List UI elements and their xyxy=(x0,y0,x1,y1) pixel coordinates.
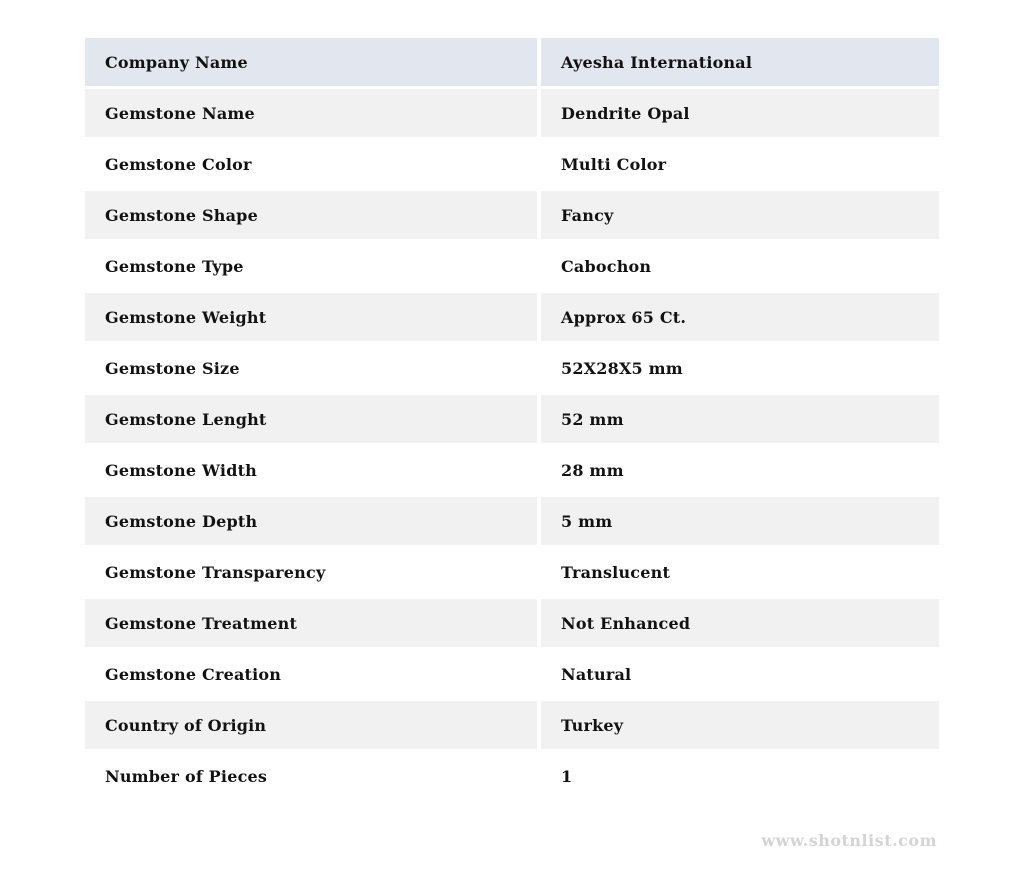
table-cell-label: Country of Origin xyxy=(85,701,537,749)
table-row xyxy=(85,140,939,188)
table-row xyxy=(85,242,939,290)
table-row xyxy=(85,446,939,494)
table-cell-label: Gemstone Type xyxy=(85,242,537,290)
table-cell-value: Multi Color xyxy=(541,140,939,188)
table-cell-label: Company Name xyxy=(85,38,537,86)
table-cell-label: Gemstone Width xyxy=(85,446,537,494)
table-cell-value: Dendrite Opal xyxy=(541,89,939,137)
table-cell-label: Gemstone Shape xyxy=(85,191,537,239)
watermark: www.shotnlist.com xyxy=(761,831,937,850)
table-row xyxy=(85,344,939,392)
table-cell-value: 52 mm xyxy=(541,395,939,443)
table-row xyxy=(85,650,939,698)
table-cell-value: 1 xyxy=(541,752,939,800)
table-cell-label: Gemstone Name xyxy=(85,89,537,137)
table-row xyxy=(85,599,939,647)
table-cell-label: Gemstone Treatment xyxy=(85,599,537,647)
table-cell-label: Gemstone Color xyxy=(85,140,537,188)
table-cell-value: Fancy xyxy=(541,191,939,239)
table-cell-value: 28 mm xyxy=(541,446,939,494)
table-cell-label: Gemstone Size xyxy=(85,344,537,392)
table-cell-label: Number of Pieces xyxy=(85,752,537,800)
table-row xyxy=(85,548,939,596)
table-row xyxy=(85,752,939,800)
table-cell-label: Gemstone Lenght xyxy=(85,395,537,443)
table-cell-value: Translucent xyxy=(541,548,939,596)
table-cell-value: 5 mm xyxy=(541,497,939,545)
table-row xyxy=(85,497,939,545)
table-cell-value: Turkey xyxy=(541,701,939,749)
table-row xyxy=(85,701,939,749)
table-cell-value: Ayesha International xyxy=(541,38,939,86)
table-cell-label: Gemstone Weight xyxy=(85,293,537,341)
gemstone-spec-table xyxy=(85,38,939,800)
table-row xyxy=(85,89,939,137)
table-cell-value: 52X28X5 mm xyxy=(541,344,939,392)
table-row xyxy=(85,395,939,443)
table-cell-value: Cabochon xyxy=(541,242,939,290)
table-cell-value: Not Enhanced xyxy=(541,599,939,647)
table-cell-label: Gemstone Transparency xyxy=(85,548,537,596)
table-cell-label: Gemstone Depth xyxy=(85,497,537,545)
table-cell-value: Approx 65 Ct. xyxy=(541,293,939,341)
table-row xyxy=(85,38,939,86)
table-row xyxy=(85,191,939,239)
table-row xyxy=(85,293,939,341)
table-cell-label: Gemstone Creation xyxy=(85,650,537,698)
table-cell-value: Natural xyxy=(541,650,939,698)
